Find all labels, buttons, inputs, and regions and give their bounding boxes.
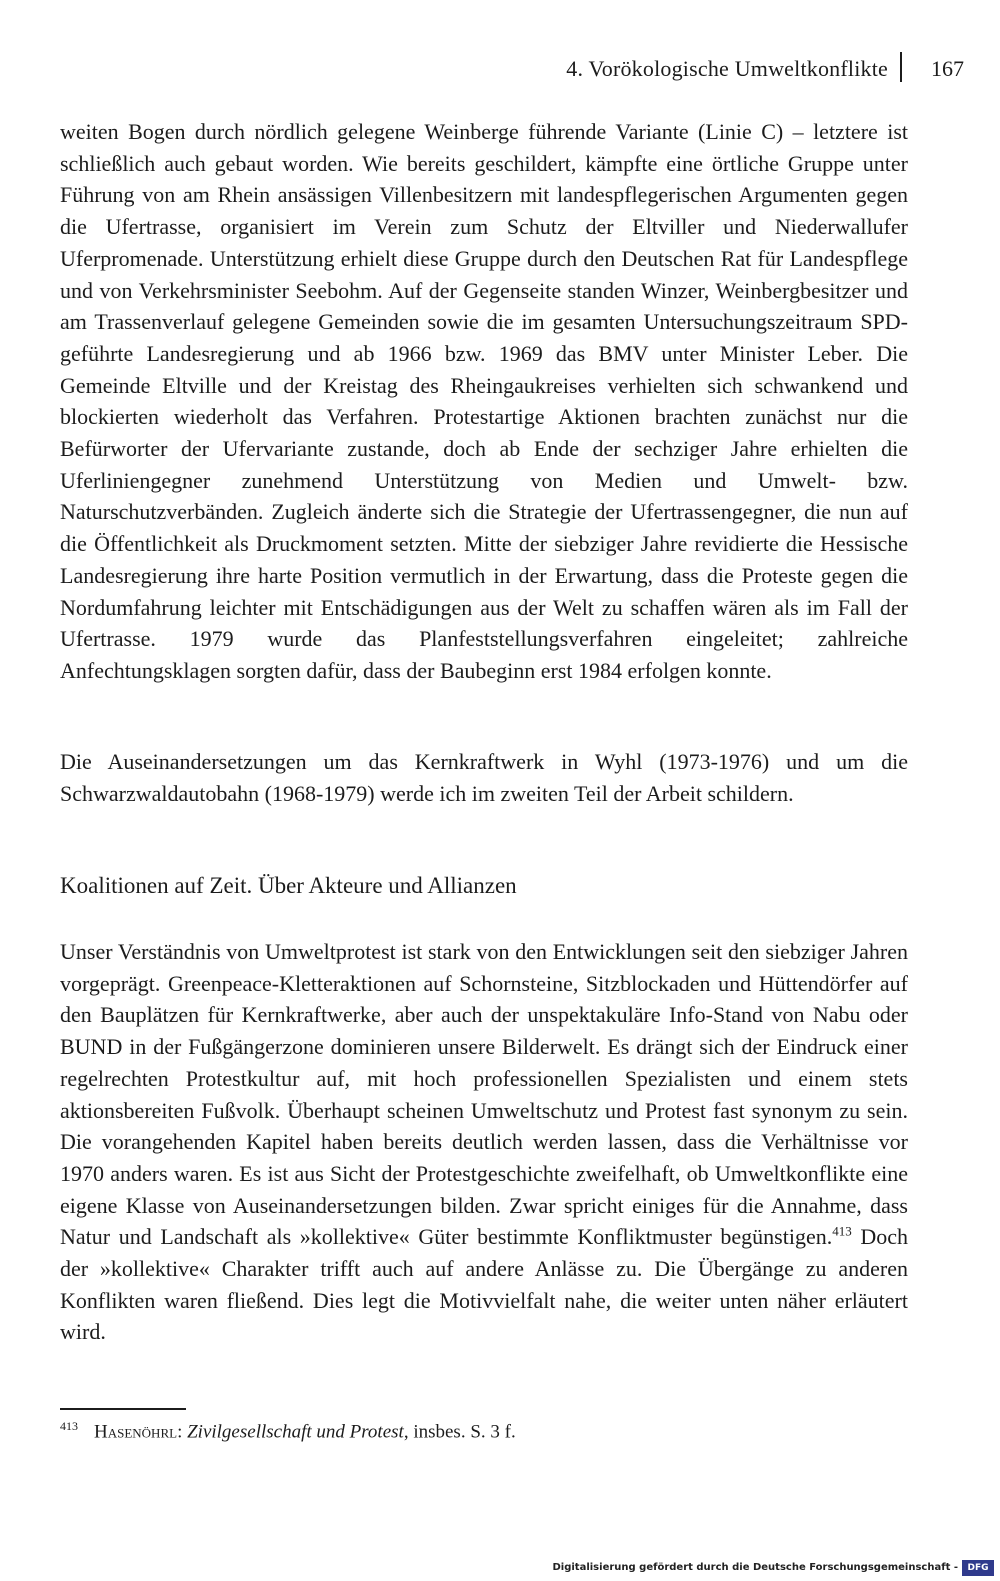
section-heading: Koalitionen auf Zeit. Über Akteure und Allianzen bbox=[60, 873, 517, 898]
running-header bbox=[60, 52, 964, 88]
footnote-separator: : bbox=[177, 1421, 188, 1443]
footnote-title: Zivilgesellschaft und Protest bbox=[187, 1421, 404, 1443]
page-number: 167 bbox=[931, 56, 964, 81]
paragraph-2: Die Auseinandersetzungen um das Kernkraftwerk in Wyhl (1973-1976) und um die Schwarzwaldautobahn (1968-1979) werde ich im zweiten Teil der Arbeit schildern. bbox=[60, 749, 908, 806]
footnote-rest: , insbes. S. 3 f. bbox=[403, 1421, 516, 1443]
footnote-number: 413 bbox=[60, 1419, 78, 1433]
footnote-reference: 413 bbox=[832, 1224, 852, 1239]
running-title: 4. Vorökologische Umweltkonflikte bbox=[566, 56, 888, 81]
footnote-author: Hasenöhrl bbox=[94, 1421, 178, 1443]
paragraph-3-text-b: Doch der »kollektive« Charakter trifft auch auf andere Anlässe zu. Die Übergänge zu anderen Konflikten waren fließend. Dies legt die Motivvielfalt nahe, die weiter unten näher erläutert wird. bbox=[60, 1224, 908, 1345]
funding-note: Digitalisierung gefördert durch die Deutsche Forschungsgemeinschaft - bbox=[552, 1562, 958, 1573]
header-divider bbox=[900, 52, 902, 82]
footnote-rule bbox=[60, 1408, 186, 1410]
paragraph-1: weiten Bogen durch nördlich gelegene Weinberge führende Variante (Linie C) – letztere ist schließlich auch gebaut worden. Wie bereits geschildert, kämpfte eine örtliche Gruppe unter Führung von am Rhein ansässigen Villenbesitzern mit landespflegerischen Argumenten gegen die Ufertrasse, organisiert im Verein zum Schutz der Eltviller und Niederwallufer Uferpromenade. Unterstützung erhielt diese Gruppe durch den Deutschen Rat für Landespflege und von Verkehrsminister Seebohm. Auf der Gegenseite standen Winzer, Weinbergbesitzer und am Trassenverlauf gelegene Gemeinden sowie die im gesamten Untersuchungszeitraum SPD-geführte Landesregierung und ab 1966 bzw. 1969 das BMV unter Minister Leber. Die Gemeinde Eltville und der Kreistag des Rheingaukreises verhielten sich schwankend und blockierten wiederholt das Verfahren. Protestartige Aktionen brachten zunächst nur die Befürworter der Ufervariante zustande, doch ab Ende der sechziger Jahre erhielten die Uferliniengegner zunehmend Unterstützung von Medien und Umwelt- bzw. Naturschutzverbänden. Zugleich änderte sich die Strategie der Ufertrassengegner, die nun auf die Öffentlichkeit als Druckmoment setzten. Mitte der siebziger Jahre revidierte die Hessische Landesregierung ihre harte Position vermutlich in der Erwartung, dass die Proteste gegen die Nordumfahrung leichter mit Entschädigungen aus der Welt zu schaffen wären als im Fall der Ufertrasse. 1979 wurde das Planfeststellungsverfahren eingeleitet; zahlreiche Anfechtungsklagen sorgten dafür, dass der Baubeginn erst 1984 erfolgen konnte. bbox=[60, 119, 908, 683]
paragraph-3 bbox=[60, 936, 908, 1348]
dfg-logo: DFG bbox=[962, 1560, 994, 1576]
footnote bbox=[60, 1412, 908, 1446]
paragraph-3-text-a: Unser Verständnis von Umweltprotest ist stark von den Entwicklungen seit den siebziger Jahren vorgeprägt. Greenpeace-Kletteraktionen auf Schornsteine, Sitzblockaden und Hüttendörfer auf den Bauplätzen für Kernkraftwerke, aber auch der unspektakuläre Info-Stand von Nabu oder BUND in der Fußgängerzone dominieren unsere Bilderwelt. Es drängt sich der Eindruck einer regelrechten Protestkultur auf, mit hoch professionellen Spezialisten und einem stets aktionsbereiten Fußvolk. Überhaupt scheinen Umweltschutz und Protest fast synonym zu sein. Die vorangehenden Kapitel haben bereits deutlich werden lassen, dass die Verhältnisse vor 1970 anders waren. Es ist aus Sicht der Protestgeschichte zweifelhaft, ob Umweltkonflikte eine eigene Klasse von Auseinandersetzungen bilden. Zwar spricht einiges für die Annahme, dass Natur und Landschaft als »kollektive« Güter bestimmte Konfliktmuster begünstigen. bbox=[60, 939, 908, 1250]
